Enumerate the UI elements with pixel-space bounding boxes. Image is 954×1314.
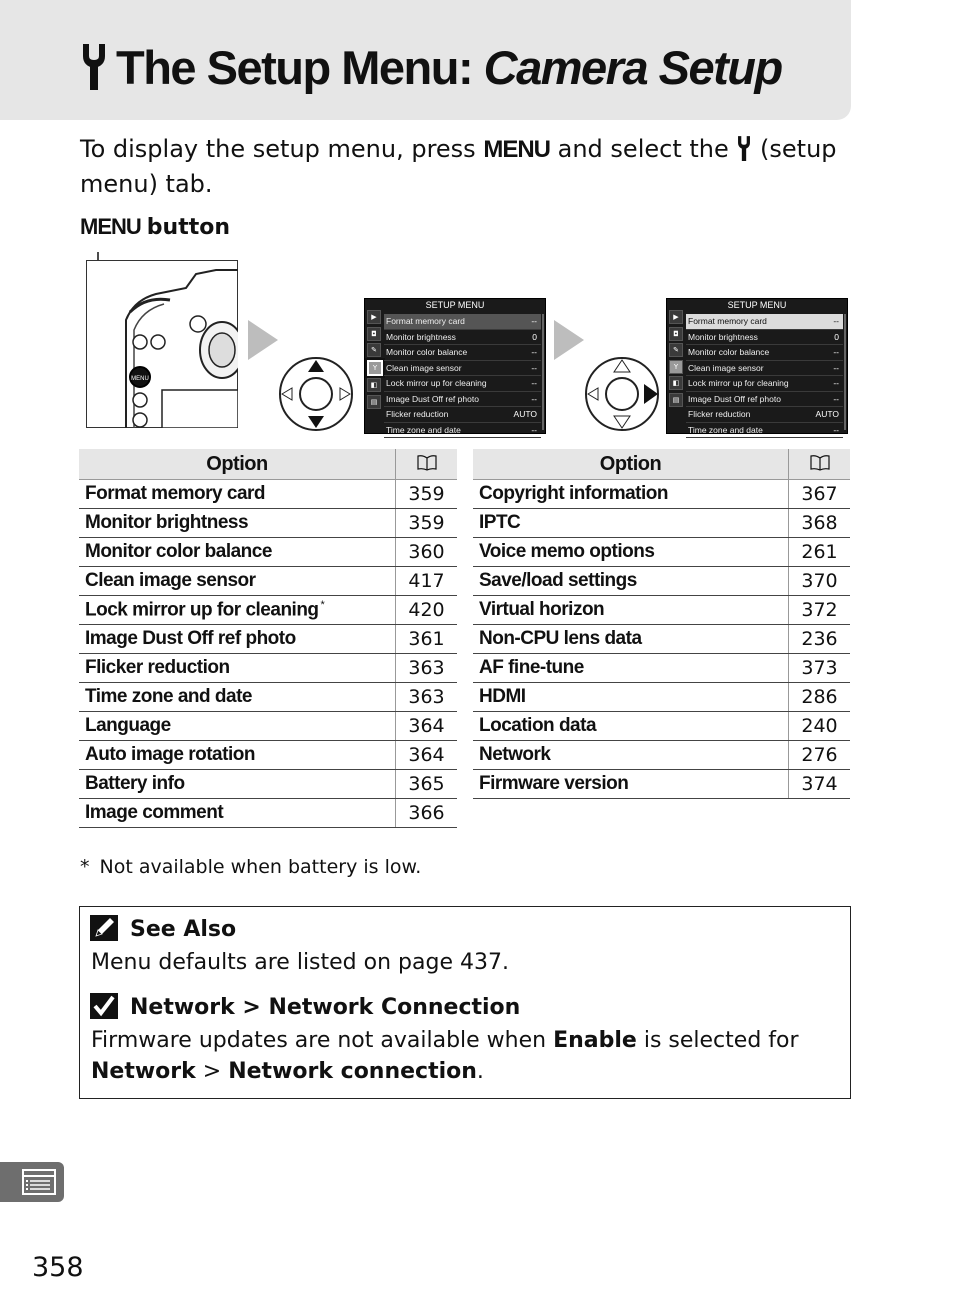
- menu-item: [686, 392, 843, 408]
- wrench-icon: [80, 42, 108, 101]
- option-name: Time zone and date: [79, 683, 396, 712]
- option-name: Format memory card: [79, 480, 396, 509]
- see-also-body: Menu defaults are listed on page 437.: [91, 950, 509, 975]
- menu-item-label: Format memory card: [386, 316, 465, 326]
- menu-item-label: Time zone and date: [386, 424, 461, 435]
- menu-item-value: --: [531, 393, 537, 404]
- option-name: Location data: [473, 712, 789, 741]
- option-name: Image Dust Off ref photo: [79, 625, 396, 654]
- menu-item-value: --: [833, 347, 839, 357]
- setup-illustration: [80, 250, 860, 436]
- menu-item-value: --: [833, 393, 839, 404]
- menu-item-value: --: [531, 362, 537, 373]
- screen-menu-list: [384, 314, 541, 438]
- network-connection-term: Network connection: [228, 1059, 477, 1084]
- footnote-text: Not available when battery is low.: [99, 856, 422, 878]
- footnote-marker: *: [320, 598, 325, 611]
- retouch-icon: ◧: [669, 376, 683, 390]
- menu-item-value: AUTO: [513, 409, 537, 419]
- table-row: [79, 596, 457, 625]
- menu-item: [384, 361, 541, 377]
- page-ref: 368: [789, 509, 851, 538]
- table-row: [473, 654, 850, 683]
- menu-button-caption: [80, 214, 230, 240]
- network-note-heading: [90, 993, 520, 1020]
- table-row: [79, 538, 457, 567]
- screen-title: SETUP MENU: [727, 300, 787, 310]
- page-ref: 276: [789, 741, 851, 770]
- column-header-page: [789, 449, 851, 480]
- menu-tabs: [367, 310, 381, 412]
- menu-item-label: Lock mirror up for cleaning: [386, 378, 487, 388]
- pencil-icon: ✎: [367, 343, 381, 357]
- menu-item-label: Monitor color balance: [688, 347, 770, 357]
- svg-text:MENU: MENU: [131, 376, 149, 382]
- page-ref: 361: [396, 625, 458, 654]
- menu-item: [384, 423, 541, 439]
- table-row: [79, 509, 457, 538]
- step-arrow-icon: [248, 320, 278, 360]
- menu-item-label: Clean image sensor: [688, 362, 764, 373]
- menu-item-label: Flicker reduction: [688, 409, 751, 419]
- multi-selector-right-icon: [584, 356, 660, 432]
- sentence-period: .: [476, 1059, 484, 1084]
- book-icon: [810, 454, 830, 477]
- page-ref: 359: [396, 480, 458, 509]
- page-ref: 286: [789, 683, 851, 712]
- menu-item-value: 0: [532, 331, 537, 342]
- setup-menu-screen-2: [666, 298, 848, 434]
- options-table-left: [79, 449, 457, 828]
- column-header-page: [396, 449, 458, 480]
- page-ref: 372: [789, 596, 851, 625]
- page-ref: 364: [396, 741, 458, 770]
- menu-key-label: MENU: [80, 214, 141, 239]
- menu-item-value: 0: [834, 331, 839, 342]
- menu-item: [686, 314, 843, 330]
- checkmark-note-icon: [90, 993, 118, 1019]
- page-ref: 370: [789, 567, 851, 596]
- option-name: Language: [79, 712, 396, 741]
- table-row: [473, 741, 850, 770]
- menu-item-label: Monitor color balance: [386, 347, 468, 357]
- menu-item-value: --: [531, 316, 537, 326]
- menu-item: [686, 330, 843, 346]
- pencil-icon: ✎: [669, 343, 683, 357]
- intro-text: [80, 132, 840, 201]
- column-header-option: Option: [79, 449, 396, 480]
- scrollbar: [542, 314, 544, 430]
- option-name: Save/load settings: [473, 567, 789, 596]
- option-name: Virtual horizon: [473, 596, 789, 625]
- table-header-row: [79, 449, 457, 480]
- menu-item: [686, 376, 843, 392]
- page-ref: 367: [789, 480, 851, 509]
- menu-item: [686, 361, 843, 377]
- menu-item-label: Lock mirror up for cleaning: [688, 378, 789, 388]
- table-row: [473, 480, 850, 509]
- mymenu-icon: ▤: [367, 395, 381, 409]
- menu-item: [686, 423, 843, 439]
- title-main: The Setup Menu:: [116, 41, 473, 94]
- wrench-icon: [736, 135, 752, 163]
- column-header-option: Option: [473, 449, 789, 480]
- page-number: 358: [32, 1252, 84, 1283]
- table-row: [473, 712, 850, 741]
- table-row: [79, 799, 457, 828]
- scrollbar: [844, 314, 846, 430]
- menu-item: [384, 392, 541, 408]
- menu-item-label: Monitor brightness: [386, 331, 456, 342]
- path-separator: >: [202, 1059, 222, 1084]
- retouch-icon: ◧: [367, 378, 381, 392]
- table-row: [473, 596, 850, 625]
- table-header-row: [473, 449, 850, 480]
- network-note-text: Firmware updates are not available when: [91, 1028, 547, 1053]
- option-name: Flicker reduction: [79, 654, 396, 683]
- page-title: [80, 40, 782, 101]
- option-name: Monitor color balance: [79, 538, 396, 567]
- page-ref: 365: [396, 770, 458, 799]
- menu-item-label: Image Dust Off ref photo: [386, 393, 479, 404]
- table-row: [79, 567, 457, 596]
- page-ref: 359: [396, 509, 458, 538]
- menu-item: [686, 345, 843, 361]
- menu-item-value: --: [833, 316, 839, 326]
- option-name: Auto image rotation: [79, 741, 396, 770]
- menu-item: [384, 330, 541, 346]
- menu-item-label: Monitor brightness: [688, 331, 758, 342]
- table-row: [473, 625, 850, 654]
- menu-button-text: button: [146, 215, 231, 240]
- pencil-note-icon: [90, 915, 118, 941]
- menu-item-label: Clean image sensor: [386, 362, 462, 373]
- options-table-right: [473, 449, 850, 799]
- option-name: IPTC: [473, 509, 789, 538]
- intro-part1: To display the setup menu, press: [80, 135, 476, 163]
- menu-item-value: --: [531, 378, 537, 388]
- page-ref: 363: [396, 683, 458, 712]
- menu-item: [384, 345, 541, 361]
- table-row: [473, 538, 850, 567]
- page-ref: 417: [396, 567, 458, 596]
- menu-item-value: --: [531, 347, 537, 357]
- option-name: Battery info: [79, 770, 396, 799]
- table-row: [473, 770, 850, 799]
- see-also-title: See Also: [130, 917, 237, 942]
- section-tab: [0, 1162, 64, 1202]
- network-note-body: [91, 1025, 831, 1087]
- wrench-icon: Y: [367, 360, 383, 376]
- footnote-mark: *: [80, 856, 90, 878]
- page-ref: 240: [789, 712, 851, 741]
- play-icon: ▶: [669, 310, 683, 324]
- step-arrow-icon: [554, 320, 584, 360]
- page-ref: 374: [789, 770, 851, 799]
- menu-item-label: Time zone and date: [688, 424, 763, 435]
- menu-list-icon: [22, 1169, 56, 1195]
- camera-back-drawing: [86, 260, 238, 428]
- table-row: [79, 741, 457, 770]
- option-name: Image comment: [79, 799, 396, 828]
- screen-title: SETUP MENU: [425, 300, 485, 310]
- menu-item: [384, 407, 541, 423]
- mymenu-icon: ▤: [669, 393, 683, 407]
- option-name: Non-CPU lens data: [473, 625, 789, 654]
- menu-item: [384, 376, 541, 392]
- camera-icon: ◘: [367, 327, 381, 341]
- menu-item-label: Image Dust Off ref photo: [688, 393, 781, 404]
- menu-item-value: --: [833, 378, 839, 388]
- setup-menu-screen-1: [364, 298, 546, 434]
- menu-item-value: --: [531, 424, 537, 435]
- title-sub: Camera Setup: [483, 41, 782, 94]
- menu-item-value: AUTO: [815, 409, 839, 419]
- screen-menu-list: [686, 314, 843, 438]
- option-name: Firmware version: [473, 770, 789, 799]
- network-term: Network: [91, 1059, 196, 1084]
- camera-icon: ◘: [669, 327, 683, 341]
- table-row: [79, 712, 457, 741]
- table-row: [79, 770, 457, 799]
- play-icon: ▶: [367, 310, 381, 324]
- table-row: [473, 683, 850, 712]
- page-ref: 363: [396, 654, 458, 683]
- option-name: Clean image sensor: [79, 567, 396, 596]
- network-note-text: is selected for: [643, 1028, 799, 1053]
- table-row: [473, 567, 850, 596]
- enable-term: Enable: [553, 1028, 637, 1053]
- menu-item-label: Flicker reduction: [386, 409, 449, 419]
- option-name: Monitor brightness: [79, 509, 396, 538]
- table-row: [79, 683, 457, 712]
- table-row: [79, 480, 457, 509]
- notes-box: [79, 906, 851, 1099]
- menu-key-label: MENU: [483, 136, 550, 163]
- menu-tabs: [669, 310, 683, 410]
- option-name: Copyright information: [473, 480, 789, 509]
- option-name: Voice memo options: [473, 538, 789, 567]
- table-row: [79, 625, 457, 654]
- footnote: [80, 856, 421, 878]
- book-icon: [417, 454, 437, 477]
- wrench-icon: Y: [669, 360, 683, 374]
- menu-item-value: --: [833, 362, 839, 373]
- option-name-text: Lock mirror up for cleaning: [85, 599, 319, 621]
- option-name: HDMI: [473, 683, 789, 712]
- page-ref: 420: [396, 596, 458, 625]
- page-ref: 364: [396, 712, 458, 741]
- table-row: [79, 654, 457, 683]
- see-also-heading: [90, 915, 236, 942]
- multi-selector-up-down-icon: [278, 356, 354, 432]
- page-ref: 373: [789, 654, 851, 683]
- page-ref: 360: [396, 538, 458, 567]
- page-ref: 236: [789, 625, 851, 654]
- option-name: [79, 596, 396, 625]
- menu-item: [686, 407, 843, 423]
- option-name: Network: [473, 741, 789, 770]
- menu-item-label: Format memory card: [688, 316, 767, 326]
- option-name: AF fine-tune: [473, 654, 789, 683]
- menu-item-value: --: [833, 424, 839, 435]
- page-ref: 366: [396, 799, 458, 828]
- network-note-title: Network > Network Connection: [130, 995, 521, 1020]
- table-row: [473, 509, 850, 538]
- page-ref: 261: [789, 538, 851, 567]
- intro-part2: and select the: [557, 135, 729, 163]
- intro-part3: (setup menu) tab.: [80, 135, 837, 198]
- menu-item: [384, 314, 541, 330]
